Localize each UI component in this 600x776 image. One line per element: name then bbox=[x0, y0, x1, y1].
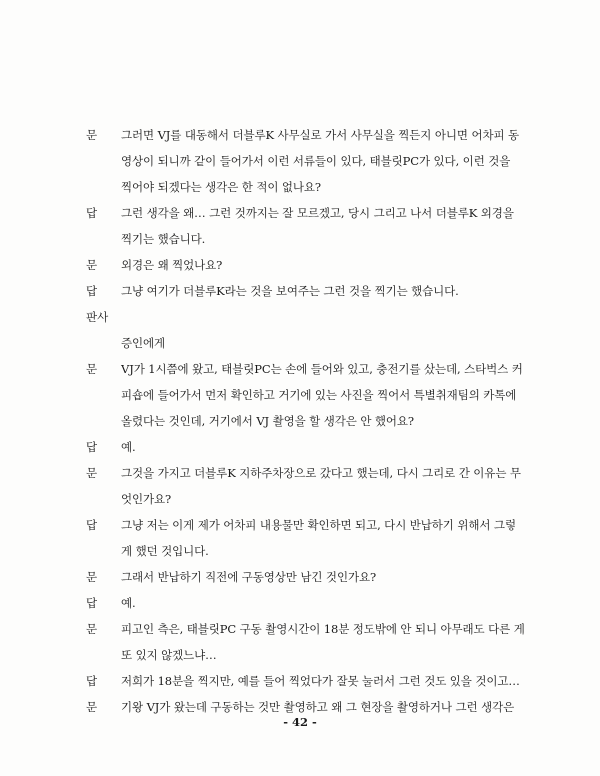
speaker-label: 답 bbox=[86, 596, 98, 610]
entry-text bbox=[121, 434, 526, 460]
transcript-entry bbox=[86, 512, 526, 564]
transcript-entry bbox=[86, 460, 526, 512]
text-line: 엇인가요? bbox=[121, 492, 172, 506]
speaker-label: 문 bbox=[86, 570, 98, 584]
transcript-entry bbox=[86, 590, 526, 616]
text-line: 또 있지 않겠느냐… bbox=[121, 648, 217, 662]
speaker-label: 답 bbox=[86, 440, 98, 454]
entry-text bbox=[121, 200, 526, 252]
speaker-label: 답 bbox=[86, 518, 98, 532]
entry-text bbox=[121, 668, 526, 694]
transcript-entry bbox=[86, 564, 526, 590]
speaker-label: 답 bbox=[86, 284, 98, 298]
text-line: VJ가 1시쯤에 왔고, 태블릿PC는 손에 들어와 있고, 충전기를 샀는데, 스타벅스 커 bbox=[121, 362, 523, 376]
transcript-entry bbox=[86, 200, 526, 252]
transcript-entry bbox=[86, 278, 526, 304]
transcript-entry-addressee bbox=[86, 330, 526, 356]
text-line: 저희가 18분을 찍지만, 예를 들어 찍었다가 잘못 눌러서 그런 것도 있을 것이고… bbox=[121, 674, 520, 688]
speaker-label: 문 bbox=[86, 466, 98, 480]
entry-text bbox=[121, 590, 526, 616]
transcript-entry bbox=[86, 668, 526, 694]
text-line: 찍기는 했습니다. bbox=[121, 232, 206, 246]
speaker-label: 답 bbox=[86, 206, 98, 220]
transcript-entry bbox=[86, 122, 526, 200]
speaker-label: 문 bbox=[86, 258, 98, 272]
text-line: 그냥 저는 이게 제가 어차피 내용물만 확인하면 되고, 다시 반납하기 위해서 그렇 bbox=[121, 518, 516, 532]
speaker-label: 답 bbox=[86, 674, 98, 688]
entry-text bbox=[121, 564, 526, 590]
text-line: 그냥 여기가 더블루K라는 것을 보여주는 그런 것을 찍기는 했습니다. bbox=[121, 284, 459, 298]
text-line: 외경은 왜 찍었나요? bbox=[121, 258, 223, 272]
text-line: 증인에게 bbox=[121, 336, 166, 350]
entry-text bbox=[121, 512, 526, 564]
text-line: 그런 생각을 왜… 그런 것까지는 잘 모르겠고, 당시 그리고 나서 더블루K 외경을 bbox=[121, 206, 514, 220]
entry-text bbox=[121, 356, 526, 434]
text-line: 게 했던 것입니다. bbox=[121, 544, 209, 558]
text-line: 그러면 VJ를 대동해서 더블루K 사무실로 가서 사무실을 찍든지 아니면 어차피 동 bbox=[121, 128, 520, 142]
transcript-entry bbox=[86, 434, 526, 460]
transcript-entry bbox=[86, 616, 526, 668]
text-line: 피고인 측은, 태블릿PC 구동 촬영시간이 18분 정도밖에 안 되니 아무래도 다른 게 bbox=[121, 622, 525, 636]
transcript-entry bbox=[86, 252, 526, 278]
text-line: 올렸다는 것인데, 거기에서 VJ 촬영을 할 생각은 안 했어요? bbox=[121, 414, 414, 428]
text-line: 영상이 되니까 같이 들어가서 이런 서류들이 있다, 태블릿PC가 있다, 이런 것을 bbox=[121, 154, 511, 168]
entry-text bbox=[121, 460, 526, 512]
text-line: 기왕 VJ가 왔는데 구동하는 것만 촬영하고 왜 그 현장을 촬영하거나 그런 생각은 bbox=[121, 700, 515, 714]
entry-text bbox=[121, 252, 526, 278]
entry-text bbox=[121, 122, 526, 200]
entry-text bbox=[121, 330, 526, 356]
transcript-entry bbox=[86, 356, 526, 434]
text-line: 그래서 반납하기 직전에 구동영상만 남긴 것인가요? bbox=[121, 570, 377, 584]
speaker-label: 판사 bbox=[86, 310, 109, 324]
page-number: - 42 - bbox=[283, 715, 317, 729]
entry-text bbox=[121, 278, 526, 304]
speaker-label: 문 bbox=[86, 622, 98, 636]
text-line: 예. bbox=[121, 440, 136, 454]
speaker-label: 문 bbox=[86, 362, 98, 376]
text-line: 피숍에 들어가서 먼저 확인하고 거기에 있는 사진을 찍어서 특별취재팀의 카톡에 bbox=[121, 388, 517, 402]
text-line: 찍어야 되겠다는 생각은 한 적이 없나요? bbox=[121, 180, 321, 194]
text-line: 예. bbox=[121, 596, 136, 610]
entry-text bbox=[121, 616, 526, 668]
text-line: 그것을 가지고 더블루K 지하주차장으로 갔다고 했는데, 다시 그리로 간 이유는 무 bbox=[121, 466, 521, 480]
speaker-label: 문 bbox=[86, 128, 98, 142]
speaker-label: 문 bbox=[86, 700, 98, 714]
